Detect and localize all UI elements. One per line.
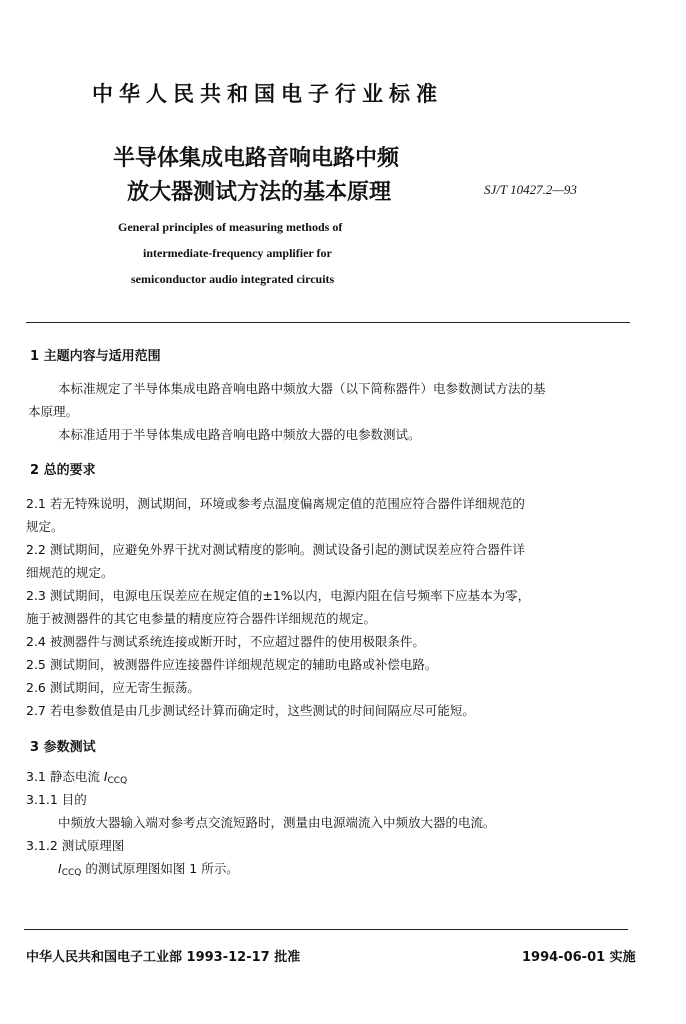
footer-divider [24,929,628,930]
static-current-subscript: CCQ [107,776,128,786]
clause-2-5: 2.5 测试期间，被测器件应连接器件详细规范规定的辅助电路或补偿电路。 [26,657,438,672]
static-current-symbol: I [103,769,108,784]
clause-3-1 [26,767,127,786]
english-title-line3: semiconductor audio integrated circuits [131,272,335,286]
section-1-paragraph-1: 本标准规定了半导体集成电路音响电路中频放大器（以下简称器件）电参数测试方法的基 [58,381,546,396]
standard-body-header: 中华人民共和国电子行业标准 [92,82,443,106]
clause-2-3: 2.3 测试期间，电源电压误差应在规定值的±1%以内，电源内阻在信号频率下应基本为零， [26,588,531,603]
section-2-heading: 2 总的要求 [30,463,96,478]
implementation-date: 1994-06-01 实施 [522,950,636,965]
clause-3-1-label: 3.1 静态电流 [26,769,104,784]
clause-2-4: 2.4 被测器件与测试系统连接或断开时，不应超过器件的使用极限条件。 [26,634,425,649]
clause-2-1: 2.1 若无特殊说明，测试期间，环境或参考点温度偏离规定值的范围应符合器件详细规范的 [26,496,525,511]
clause-2-6: 2.6 测试期间，应无寄生振荡。 [26,680,200,695]
standard-code: SJ/T 10427.2—93 [484,182,577,197]
clause-2-7: 2.7 若电参数值是由几步测试经计算而确定时，这些测试的时间间隔应尽可能短。 [26,703,475,718]
clause-3-1-2: 3.1.2 测试原理图 [26,838,125,853]
section-1-heading: 1 主题内容与适用范围 [30,349,161,364]
english-title-line2: intermediate-frequency amplifier for [143,246,332,260]
clause-3-1-1: 3.1.1 目的 [26,792,87,807]
clause-2-1-cont: 规定。 [26,519,64,534]
clause-3-1-2-text [58,859,239,878]
header-divider [26,322,630,323]
section-1-paragraph-2: 本标准适用于半导体集成电路音响电路中频放大器的电参数测试。 [58,427,421,442]
static-current-symbol-2: I [58,861,62,876]
document-title-line1: 半导体集成电路音响电路中频 [113,146,400,171]
clause-2-2: 2.2 测试期间，应避免外界干扰对测试精度的影响。测试设备引起的测试误差应符合器件详 [26,542,525,557]
clause-3-1-1-text: 中频放大器输入端对参考点交流短路时，测量由电源端流入中频放大器的电流。 [58,815,496,830]
clause-2-2-cont: 细规范的规定。 [26,565,114,580]
section-3-heading: 3 参数测试 [30,740,96,755]
document-title-line2: 放大器测试方法的基本原理 [127,180,392,205]
approval-line: 中华人民共和国电子工业部 1993-12-17 批准 [26,950,301,965]
english-title-line1: General principles of measuring methods of [118,220,343,234]
clause-3-1-2-description: 的测试原理图如图 1 所示。 [81,861,239,876]
static-current-subscript-2: CCQ [61,868,82,878]
clause-2-3-cont: 施于被测器件的其它电参量的精度应符合器件详细规范的规定。 [26,611,377,626]
section-1-paragraph-1-cont: 本原理。 [28,404,79,419]
